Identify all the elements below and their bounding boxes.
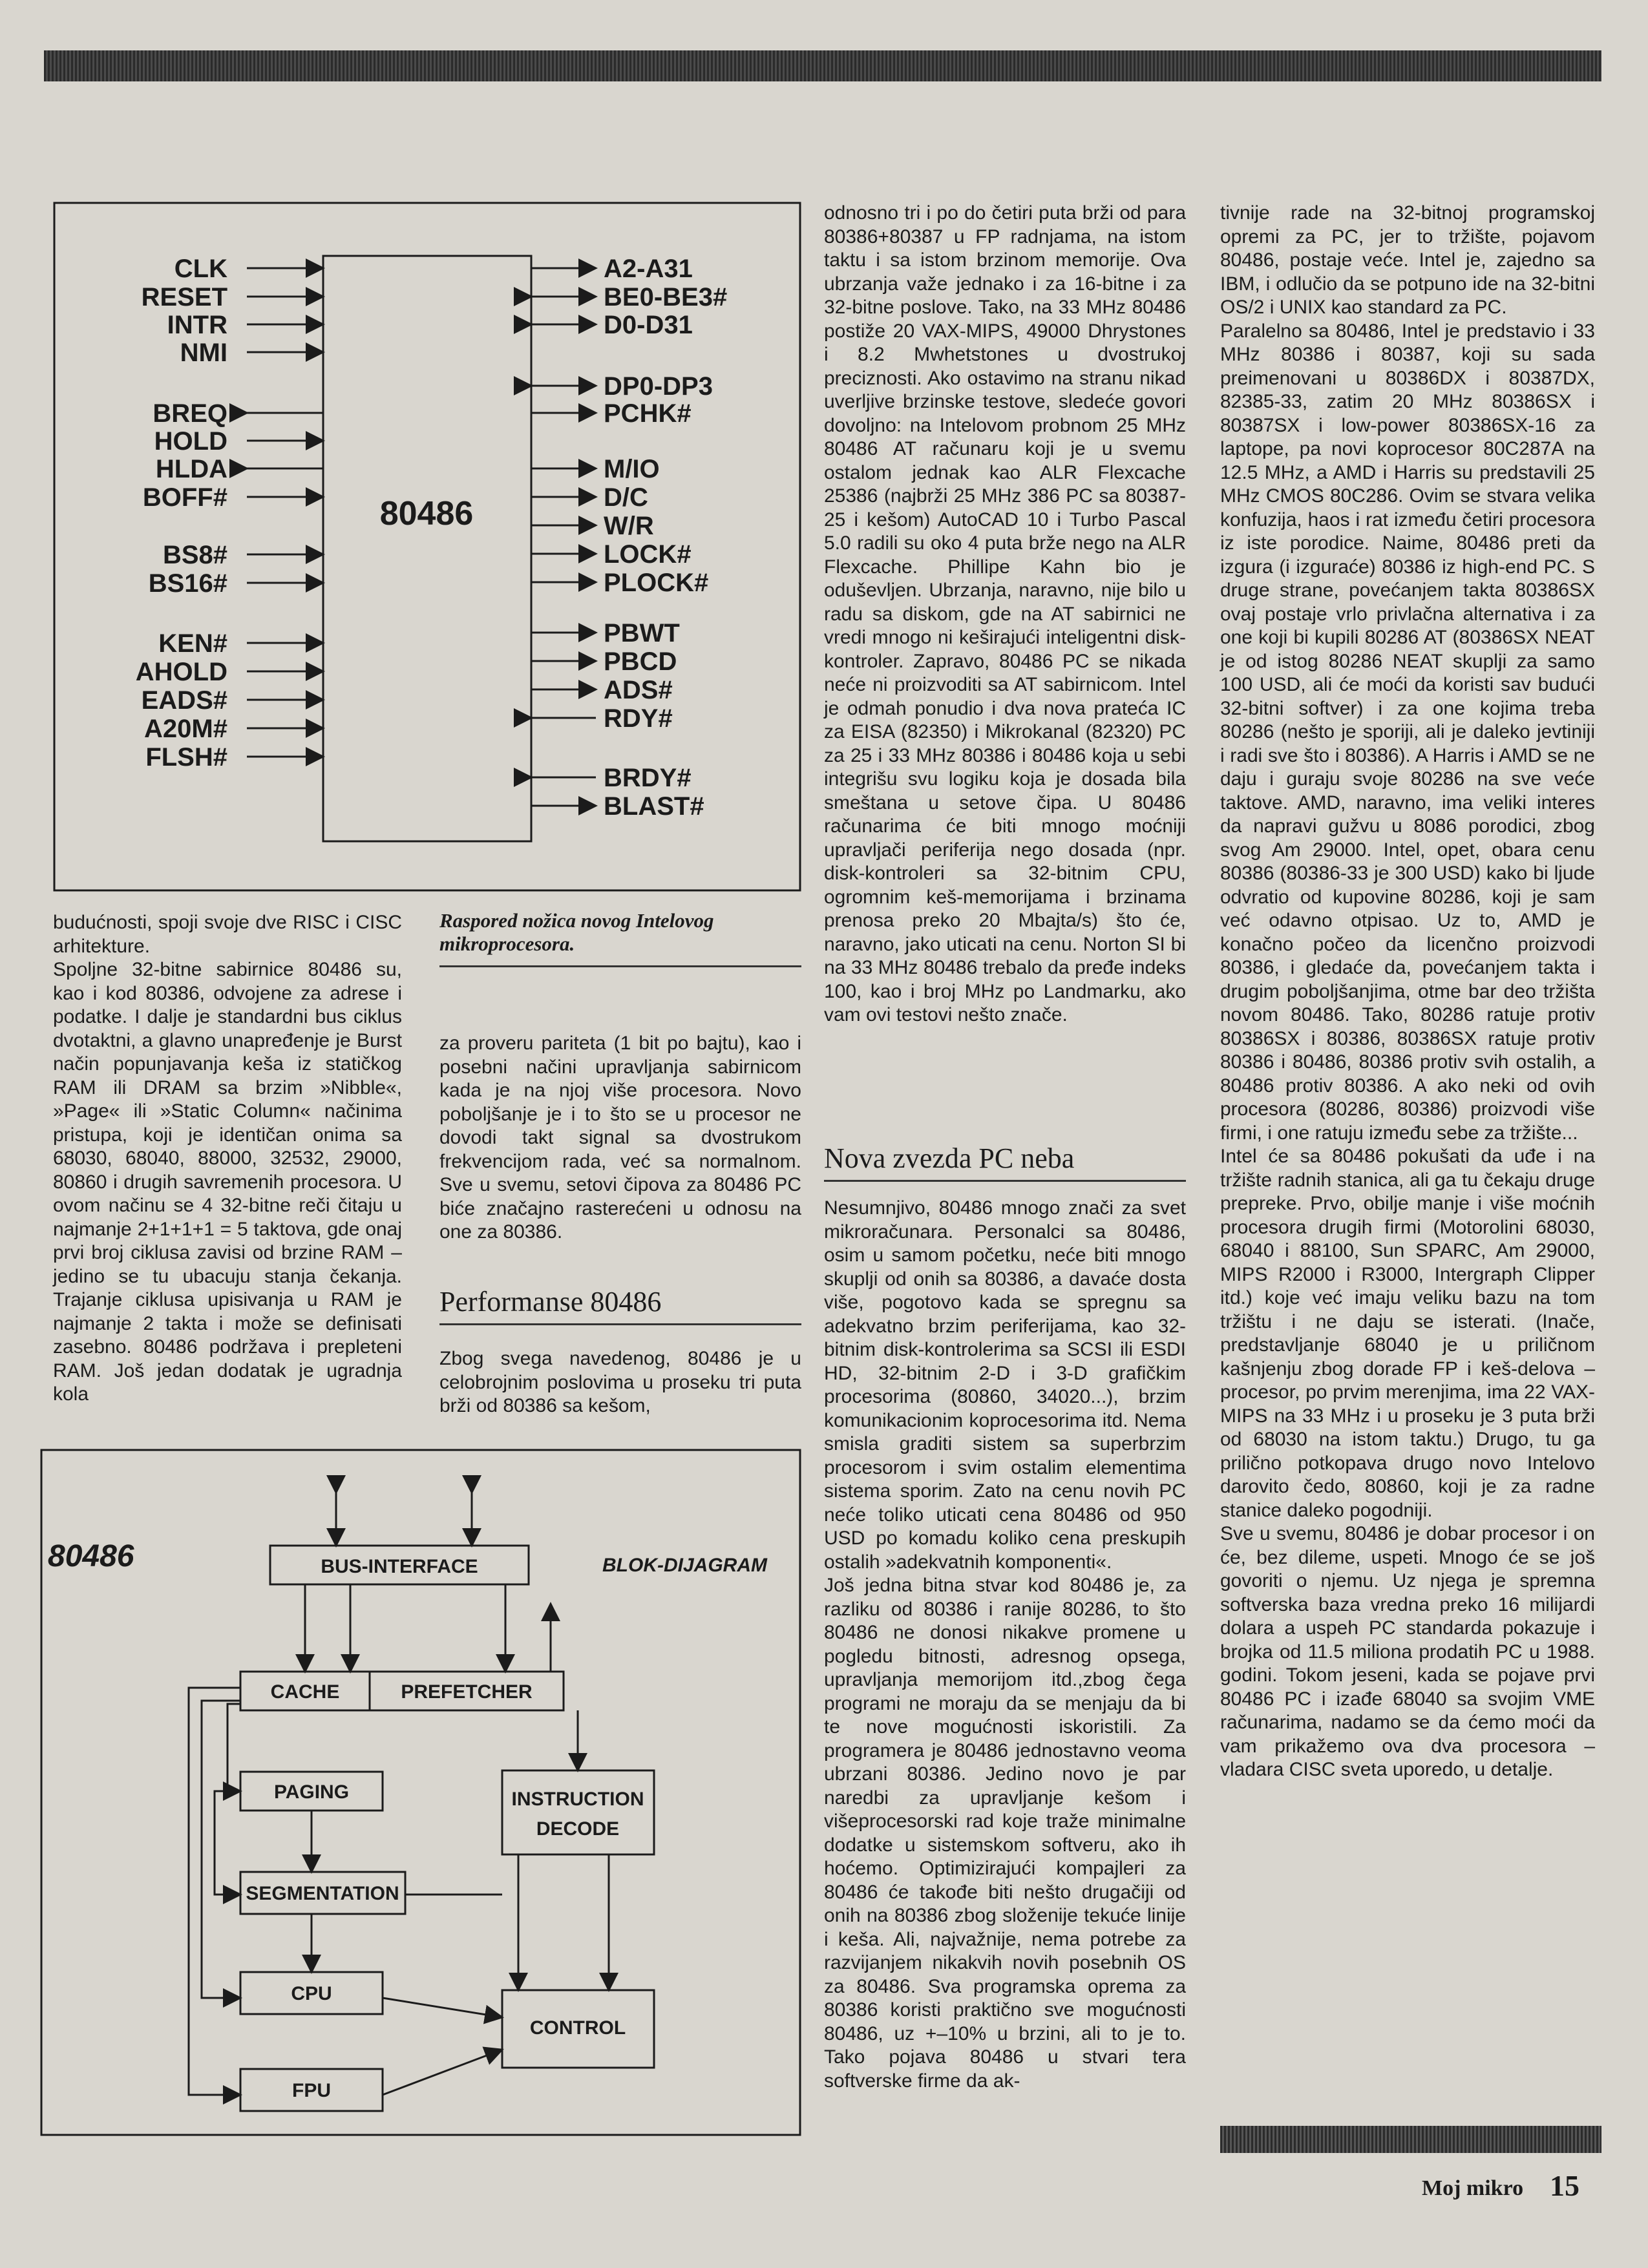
pin-label-right: BLAST# [604, 792, 704, 821]
block-title: BLOK-DIJAGRAM [602, 1555, 767, 1576]
pin-label-left: BS8# [162, 541, 227, 569]
pin-label-right: BRDY# [604, 764, 692, 792]
block-instruction-label: INSTRUCTION [511, 1789, 644, 1810]
heading-nova-rule [824, 1180, 1186, 1182]
column-3b-text: Nesumnjivo, 80486 mnogo znači za svet mikroračunara. Personalci sa 80486, osim u samom početku, neće biti mnogo skuplji od onih sa 80386, a davaće dosta više, pogotovo kada se spregnu sa adekvatno brzim periferijama, kao 32-bitnim disk-kontrolerima sa SCSI ili ESDI HD, 32-bitnim 2-D i 3-D grafičkim procesorima (80860, 34020...), brzim komunikacionim koprocesorima itd. Nema smisla graditi sistem sa superbrzim procesorom i svim ostalim elementima sistema sporim. Zato na cenu novih PC neće toliko uticati cena 80486 od 950 USD po komadu koliko cena preskupih ostalih »adekvatnih komponenti«. Još jedna bitna stvar kod 80486 je, za razliku od 80386 i ranije 80286, to što 80486 ne donosi nikakve promene u pogledu bitnosti, adresnog opsega, upravljanja memorijom itd.,zbog čega programi ne moraju da se menjaju da bi te nove mogućnosti iskoristili. Za programera je 80486 jednostavno veoma ubrzani 80386. Jedino novo je par naredbi za upravljanje kešom i višeprocesorski rad koje traže minimalne dodatke u sistemskom softveru, ako ih hoćemo. Optimizirajući kompajleri za 80486 će takođe biti nešto drugačiji od onih na 80386 zbog složenije tekuće linije i keša. Ali, najvažnije, nema potrebe za razvijanjem nikakvih novih posebnih OS za 80486. Sva programska oprema za 80386 koristi praktično sve mogućnosti 80486, uz +–10% u brzini, ali to je to. Tako pojava 80486 u stvari tera softverske firme da ak- [824, 1197, 1186, 2092]
pin-label-right: A2-A31 [604, 255, 693, 283]
pin-label-left: NMI [180, 339, 227, 367]
pin-label-left: BREQ [153, 399, 227, 428]
pin-label-right: BE0-BE3# [604, 283, 728, 311]
heading-performanse: Performanse 80486 [439, 1286, 662, 1318]
pin-label-right: PBCD [604, 647, 677, 676]
pin-label-left: A20M# [144, 715, 227, 743]
block-prefetcher-label: PREFETCHER [401, 1681, 533, 1703]
block-bus-interface-label: BUS-INTERFACE [321, 1556, 478, 1577]
pin-label-left: CLK [174, 255, 227, 283]
pin-label-left: RESET [141, 283, 227, 311]
column-2b-text: Zbog svega navedenog, 80486 je u celobrojnim poslovima u proseku tri puta brži od 80386 sa kešom, [439, 1348, 801, 1416]
pin-label-left: BOFF# [142, 483, 227, 512]
block-decode-label: DECODE [536, 1818, 620, 1840]
bottom-decorative-bar [1220, 2126, 1601, 2153]
pin-label-right: W/R [604, 512, 654, 540]
block-diagram [40, 1449, 803, 2137]
block-chip-label: 80486 [48, 1539, 134, 1573]
pin-label-right: PCHK# [604, 399, 692, 428]
pin-label-left: HLDA [155, 455, 227, 483]
pin-label-right: RDY# [604, 704, 673, 733]
column-1-text: budućnosti, spoji svoje dve RISC i CISC arhitekture. Spoljne 32-bitne sabirnice 80486 su, kao i kod 80386, odvojene za adrese i podatke. I dalje je standardni bus ciklus dvotaktni, a glavno unapređenje je Burst način popunjavanja keša iz statičkog RAM ili DRAM sa brzim »Nibble«, »Page« ili »Static Column« načinima pristupa, koji je identičan onima sa 68030, 68040, 88000, 32532, 29000, 80860 i drugih savremenih procesora. U ovom načinu se 4 32-bitne reči čitaju u najmanje 2+1+1+1 = 5 taktova, gde onaj prvi broj ciklusa zavisi od brzine RAM – jedino se tu ubacuju stanja čekanja. Trajanje ciklusa upisivanja u RAM je najmanje 2 takta i može se definisati zasebno. 80486 podržava i prepleteni RAM. Još jedan dodatak je ugradnja kola [53, 912, 402, 1405]
column-3-text: odnosno tri i po do četiri puta brži od para 80386+80387 u FP radnjama, na istom taktu i sa istom brzinom memorije. Ova ubrzanja važe jednako i za 16-bitne i za 32-bitne poslove. Tako, na 33 MHz 80486 postiže 20 VAX-MIPS, 49000 Dhrystones i 8.2 Mwhetstones u dvostrukoj preciznosti. Ako ostavimo na stranu nikad uverljive brzinske testove, sledeće govori dovoljno: na Intelovom probnom 25 MHz 80486 AT računaru koji je u svemu ostalom jednak kao ALR Flexcache 25386 (najbrži 25 MHz 386 PC sa 80387-25 i kešom) AutoCAD 10 i Turbo Pascal 5.0 radili su oko 4 puta brže nego na ALR Flexcache. Phillipe Kahn bio je oduševljen. Ubrzanja, naravno, nije bilo u radu sa diskom, gde na AT sabirnici ne vredi mnogo ni keširajući inteligentni disk-kontroler. Zapravo, 80486 PC se nikada neće ni proizvoditi sa AT sabirnicom. Intel je odmah ponudio i dva nova prateća IC za EISA (82350) i Mikrokanal (82320) PC za 25 i 33 MHz 80386 i 80486 koja u sebi integrišu svu logiku koja je dosada bila smeštana u setove čipa. U 80486 računarima će biti mnogo moćniji upravljači periferija nego dosada (npr. disk-kontroleri sa 32-bitnim CPU, ogromnim keš-memorijama i brzinama prenosa preko 20 Mbajta/s) što će, naravno, jako uticati na cenu. Norton SI bi na 33 MHz 80486 trebalo da pređe indeks 100, kao i broj MHz po Landmarku, ako vam ovi testovi nešto znače. [824, 202, 1186, 1025]
column-4-text: tivnije rade na 32-bitnoj programskoj opremi za PC, jer to tržište, pojavom 80486, postaje veće. Intel je, zajedno sa IBM, i odlučio da se potpuno ide na 32-bitni OS/2 i UNIX kao standard za PC. Paralelno sa 80486, Intel je predstavio i 33 MHz 80386 i 80387, koji su sada preimenovani u 80386DX i 80387DX, 82385-33, zatim 20 MHz 80386SX i 80387SX i low-power 80386SX-16 za laptope, pa novi koprocesor 80C287A na 12.5 MHz, a AMD i Harris su predstavili 25 MHz CMOS 80C286. Ovim se stvara velika konfuzija, haos i rat između četiri procesora iz iste porodice. Naime, 80486 preti da izgura (i izguraće) 80386 iz high-end PC. S druge strane, povećanjem takta 80386SX ovaj postaje vrlo privlačna alternativa i za one koji bi kupili 80286 AT (80386SX NEAT je od istog 80286 NEAT skuplji za samo 100 USD, ali će moći da koristi sav budući 32-bitni softver) i za one kojima treba 80286 (nešto je sporiji, ali je daleko jevtiniji i radi sve što i 80386). A Harris i AMD se ne daju i guraju svoje 80286 na sve veće taktove. AMD, naravno, ima veliki interes da napravi gužvu u 8086 porodici, zbog svog Am 29000. Intel, opet, obara cenu 80386 (80386-33 je 300 USD) kako bi ljude odvratio od kupovine 80286, koji je sam već odavno otpisao. Uz to, AMD je konačno počeo da licenčno proizvodi 80386, i gledaće da, povećanjem takta i drugim poboljšanjima, otme bar deo tržišta novom 80486. Tako, 80286 ratuje protiv 80386SX i 80386, 80386SX ratuje protiv 80386 i 80486, 80386 protiv svih ostalih, a 80486 protiv 80386. A ako neki od ovih procesora (80286, 80386) proizvodi više firmi, i one ratuju između sebe za tržište... Intel će sa 80486 pokušati da uđe i na tržište radnih stanica, ali ga tu čekaju druge prepreke. Prvo, obilje manje i više moćnih procesora drugih firmi (Motorolini 68030, 68040 i 88100, Sun SPARC, Am 29000, MIPS R2000 i R3000, Intergraph Clipper itd.) koje već imaju veliku bazu na tom tržištu i ne daju se isterati. (Inače, predstavljanje 68040 je u priličnom kašnjenju zbog dorade FP i keš-delova – procesor, po prvim merenjima, ima 22 VAX-MIPS na 33 MHz i u proseku je 3 puta brži od 68030 na istom taktu.) Drugo, tu ga prilično potkopava drugo novo Intelovo darovito čedo, 80860, koji je za radne stanice daleko pogodniji. Sve u svemu, 80486 je dobar procesor i on će, bez dileme, uspeti. Mnogo će se još govoriti o njemu. Uz njega je spremna softverska baza vredna preko 16 milijardi dolara a uspeh PC standarda pokazuje i brojka od 11.5 miliona prodatih PC u 1988. godini. Tokom jeseni, kada se pojave prvi 80486 PC i izađe 68040 sa svojim VME računarima, nadamo se da ćemo moći da vam prikažemo ova dva procesora – vladara CISC sveta uporedo, u detalje. [1220, 202, 1595, 1780]
pin-label-right: LOCK# [604, 540, 692, 569]
pin-label-right: M/IO [604, 455, 660, 483]
pinout-diagram [53, 202, 803, 893]
pin-label-left: FLSH# [145, 743, 227, 772]
block-cpu-label: CPU [291, 1983, 332, 2004]
pin-label-right: PBWT [604, 619, 680, 647]
pin-label-left: AHOLD [135, 658, 227, 686]
pin-label-right: DP0-DP3 [604, 372, 713, 401]
block-paging-label: PAGING [273, 1781, 350, 1803]
pin-label-left: INTR [167, 311, 227, 339]
column-2-text: za proveru pariteta (1 bit po bajtu), kao i posebni načini upravljanja sabirnicom kada je na njoj više procesora. Novo poboljšanje je i to što se u procesor ne dovodi takt signal sa dvostrukom frekvencijom rada, već sa normalnom. Sve u svemu, setovi čipova za 80486 PC biće značajno rasterećeni u odnosu na one za 80386. [439, 1033, 801, 1243]
pin-label-right: D0-D31 [604, 311, 693, 339]
chip-label: 80486 [379, 495, 474, 532]
top-decorative-bar [44, 50, 1601, 81]
block-control-label: CONTROL [529, 2017, 626, 2039]
heading-nova-zvezda: Nova zvezda PC neba [824, 1142, 1075, 1174]
footer-page-number: 15 [1550, 2169, 1579, 2202]
block-segmentation-label: SEGMENTATION [246, 1883, 399, 1904]
block-fpu-label: FPU [292, 2080, 331, 2101]
heading-performanse-rule [439, 1323, 801, 1325]
block-cache-label: CACHE [270, 1681, 340, 1703]
pin-label-left: BS16# [148, 569, 227, 598]
pin-label-left: KEN# [158, 629, 227, 658]
pin-label-left: HOLD [154, 427, 227, 456]
pin-label-right: ADS# [604, 676, 673, 704]
block-instruction-decode [502, 1770, 654, 1854]
pin-label-left: EADS# [141, 686, 227, 715]
footer-magazine-name: Moj mikro [1422, 2176, 1524, 2200]
pin-label-right: D/C [604, 483, 648, 512]
pinout-caption: Raspored nožica novog Intelovog mikroprocesora. [439, 909, 714, 955]
chip-body [323, 256, 531, 841]
block-frame [41, 1450, 800, 2135]
pin-label-right: PLOCK# [604, 569, 709, 597]
caption-rule [439, 965, 801, 967]
